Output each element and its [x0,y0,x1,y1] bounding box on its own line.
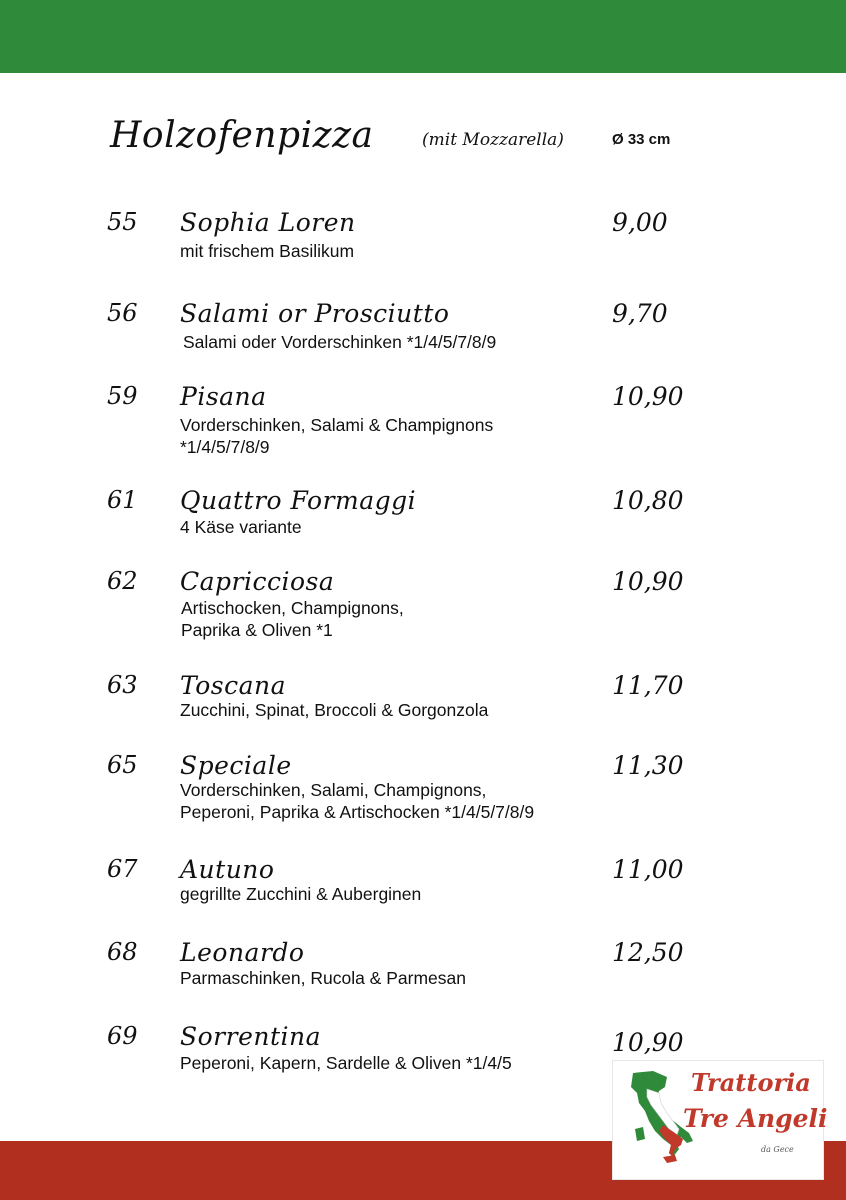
menu-item [0,384,846,464]
menu-item [0,210,846,290]
item-number: 69 [107,1022,138,1050]
item-price: 9,00 [612,208,668,237]
description-line: Peperoni, Kapern, Sardelle & Oliven *1/4/5 [180,1053,512,1073]
item-name: Autuno [180,855,275,884]
item-number: 61 [107,486,138,514]
item-price: 11,00 [612,855,684,884]
item-name: Sophia Loren [180,208,356,237]
item-description [180,1052,600,1074]
item-price: 11,70 [612,671,684,700]
item-number: 62 [107,567,138,595]
description-line: Vorderschinken, Salami & Champignons [180,415,494,435]
logo-text-tre-angeli: Tre Angeli [683,1104,828,1133]
item-description [183,331,603,353]
description-line: Parmaschinken, Rucola & Parmesan [180,968,466,988]
item-price: 10,90 [612,382,684,411]
item-price: 10,90 [612,567,684,596]
item-description [180,967,600,989]
menu-item [0,488,846,568]
menu-item [0,569,846,649]
description-line: *1/4/5/7/8/9 [180,437,270,457]
item-name: Leonardo [180,938,305,967]
item-number: 67 [107,855,138,883]
item-price: 12,50 [612,938,684,967]
item-number: 65 [107,751,138,779]
logo-text-da-gece: da Gece [761,1145,794,1154]
item-number: 59 [107,382,138,410]
menu-item [0,940,846,1020]
item-price: 10,80 [612,486,684,515]
item-number: 55 [107,208,138,236]
item-number: 63 [107,671,138,699]
item-name: Speciale [180,751,292,780]
heading-note: (mit Mozzarella) [422,130,564,150]
item-number: 68 [107,938,138,966]
restaurant-logo [612,1060,828,1180]
description-line: mit frischem Basilikum [180,241,355,261]
item-description [180,414,600,458]
menu-item [0,301,846,381]
menu-item [0,673,846,753]
item-description [180,240,600,262]
description-line: gegrillte Zucchini & Auberginen [180,884,422,904]
description-line: 4 Käse variante [180,517,302,537]
menu-item [0,753,846,833]
item-name: Salami or Prosciutto [180,299,450,328]
item-name: Quattro Formaggi [180,486,417,515]
item-price: 10,90 [612,1028,684,1057]
menu-heading: Holzofenpizza [110,115,374,156]
item-description [180,779,610,823]
item-description [180,699,600,721]
item-name: Sorrentina [180,1022,322,1051]
item-price: 9,70 [612,299,668,328]
description-line: Peperoni, Paprika & Artischocken *1/4/5/7/8/9 [180,802,535,822]
menu-item [0,857,846,937]
item-description [180,883,600,905]
description-line: Paprika & Oliven *1 [181,620,333,640]
description-line: Vorderschinken, Salami, Champignons, [180,780,487,800]
description-line: Zucchini, Spinat, Broccoli & Gorgonzola [180,700,489,720]
item-number: 56 [107,299,138,327]
pizza-size: Ø 33 cm [612,131,671,148]
item-price: 11,30 [612,751,684,780]
item-name: Pisana [180,382,267,411]
item-description [180,516,600,538]
description-line: Artischocken, Champignons, [181,598,404,618]
logo-text-trattoria: Trattoria [691,1068,811,1097]
top-green-band [0,0,846,73]
item-name: Capricciosa [180,567,335,596]
item-description [181,597,601,641]
item-name: Toscana [180,671,287,700]
description-line: Salami oder Vorderschinken *1/4/5/7/8/9 [183,332,497,352]
